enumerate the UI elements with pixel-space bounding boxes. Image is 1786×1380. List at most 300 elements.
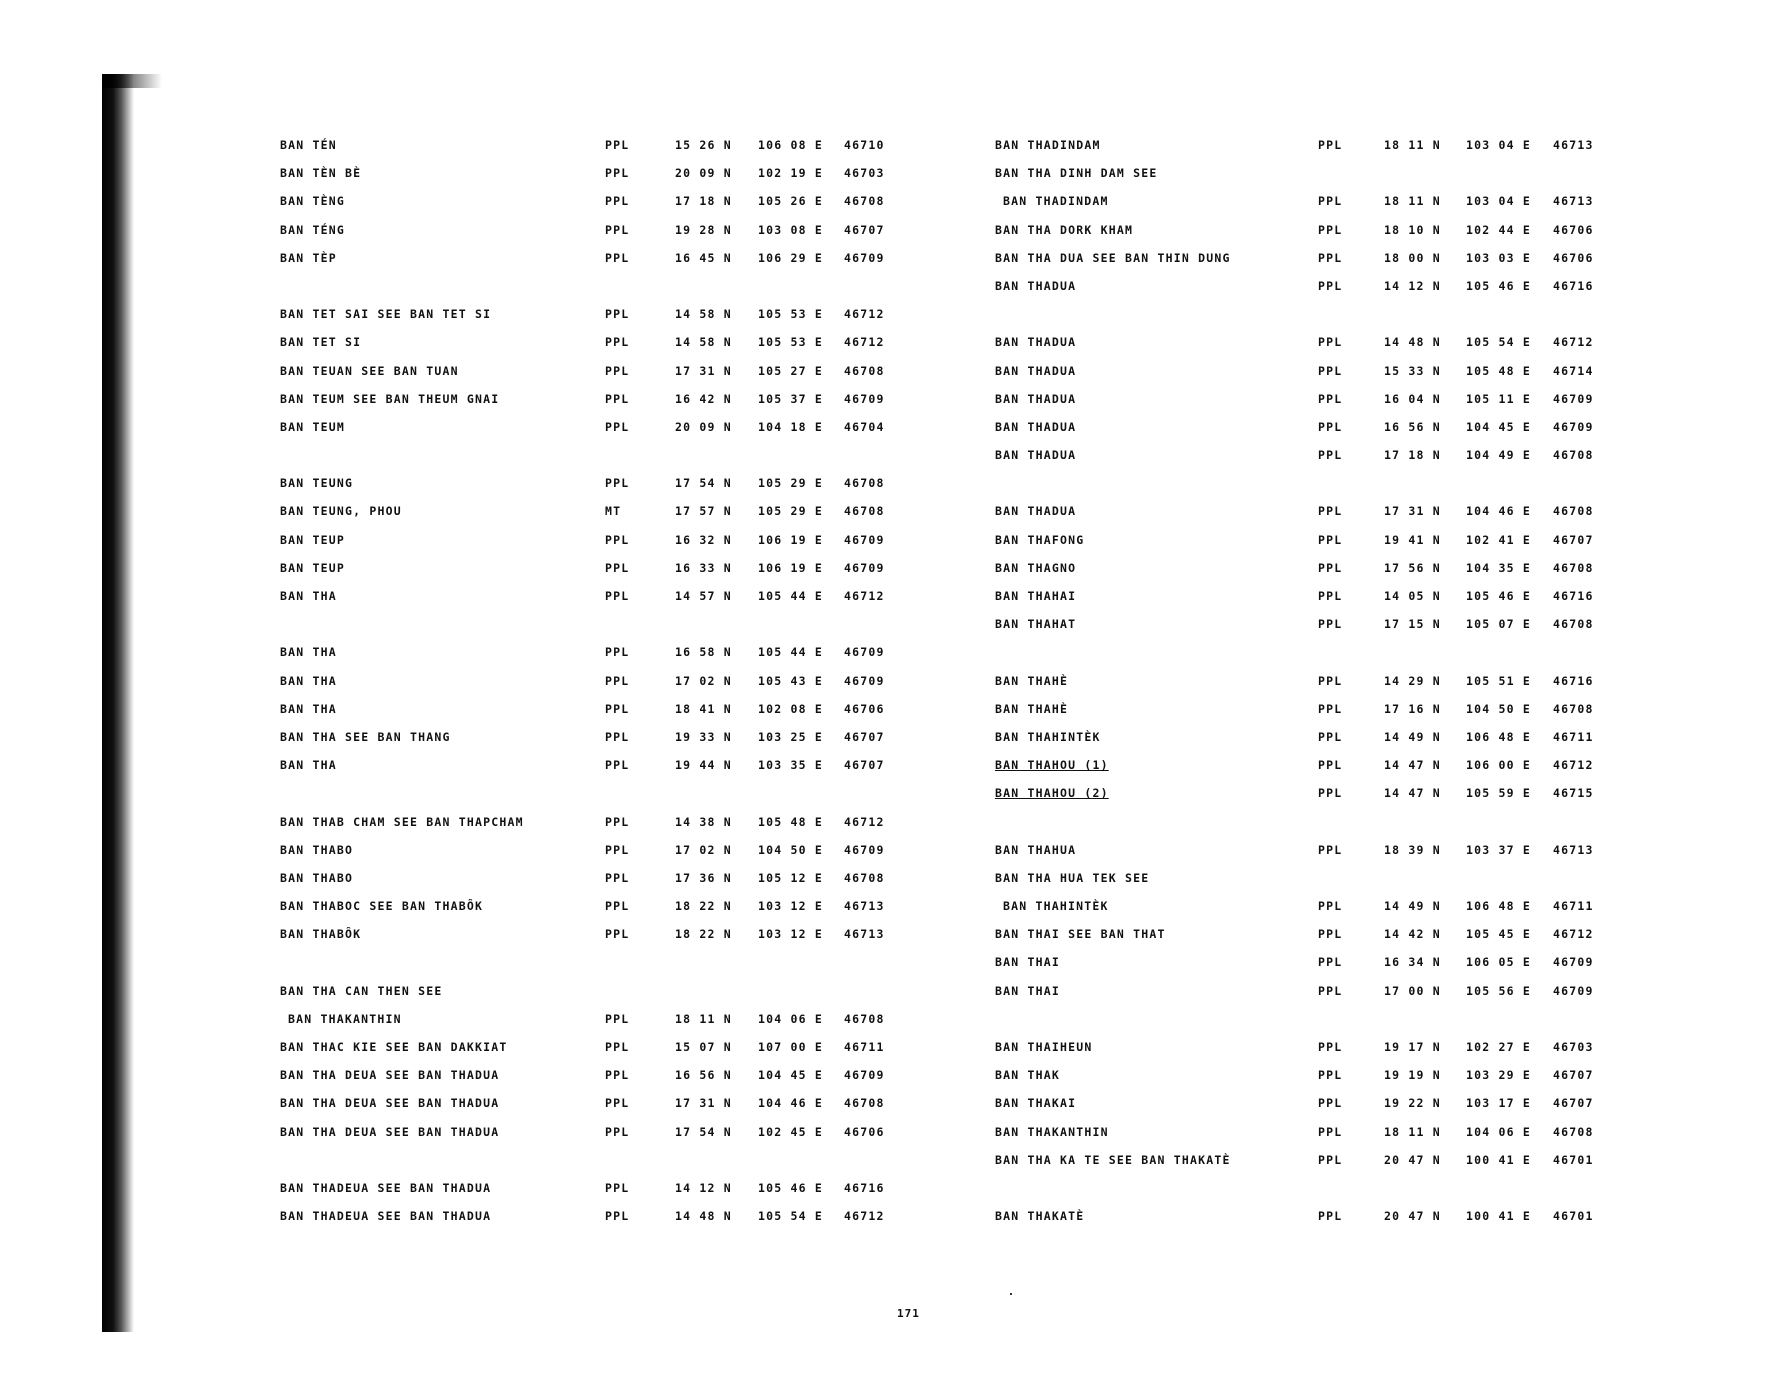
map-sheet: 46713 bbox=[844, 899, 885, 914]
designation: PPL bbox=[1318, 138, 1343, 152]
longitude: 103 35 E bbox=[758, 758, 823, 773]
designation: PPL bbox=[1318, 786, 1343, 801]
map-sheet: 46708 bbox=[1553, 448, 1594, 463]
longitude: 104 06 E bbox=[758, 1011, 823, 1026]
latitude: 17 57 N bbox=[675, 504, 732, 519]
longitude: 104 18 E bbox=[758, 419, 823, 434]
designation: PPL bbox=[1318, 701, 1343, 716]
longitude: 105 53 E bbox=[758, 335, 823, 350]
longitude: 106 05 E bbox=[1466, 955, 1531, 970]
latitude: 17 00 N bbox=[1384, 983, 1441, 998]
latitude: 15 07 N bbox=[675, 1040, 732, 1054]
longitude: 105 45 E bbox=[1466, 927, 1531, 942]
place-name: BAN TEUM SEE BAN THEUM GNAI bbox=[280, 391, 500, 406]
place-name: BAN THAKAI bbox=[995, 1096, 1077, 1111]
map-sheet: 46715 bbox=[1553, 786, 1594, 801]
map-sheet: 46701 bbox=[1553, 1209, 1594, 1224]
place-name: BAN THAI bbox=[995, 983, 1060, 998]
latitude: 18 11 N bbox=[1384, 194, 1441, 209]
map-sheet: 46709 bbox=[844, 645, 885, 660]
place-name: BAN THAHÈ bbox=[995, 673, 1069, 688]
latitude: 16 34 N bbox=[1384, 955, 1441, 970]
longitude: 104 35 E bbox=[1466, 560, 1531, 575]
designation: PPL bbox=[605, 166, 630, 181]
place-name: BAN TET SI bbox=[280, 335, 362, 350]
latitude: 15 26 N bbox=[675, 138, 732, 152]
latitude: 16 32 N bbox=[675, 532, 732, 547]
map-sheet: 46709 bbox=[844, 391, 885, 406]
longitude: 105 37 E bbox=[758, 391, 823, 406]
designation: PPL bbox=[605, 560, 630, 575]
place-name: BAN THA bbox=[280, 673, 337, 688]
map-sheet: 46711 bbox=[844, 1040, 885, 1054]
longitude: 104 46 E bbox=[758, 1096, 823, 1111]
place-name: BAN THADUA bbox=[995, 391, 1077, 406]
longitude: 100 41 E bbox=[1466, 1152, 1531, 1167]
latitude: 16 04 N bbox=[1384, 391, 1441, 406]
designation: PPL bbox=[605, 729, 630, 744]
map-sheet: 46707 bbox=[844, 222, 885, 237]
designation: PPL bbox=[605, 701, 630, 716]
designation: PPL bbox=[1318, 927, 1343, 942]
designation: PPL bbox=[1318, 1209, 1343, 1224]
latitude: 20 09 N bbox=[675, 419, 732, 434]
place-name: BAN THAB CHAM SEE BAN THAPCHAM bbox=[280, 814, 524, 829]
designation: PPL bbox=[1318, 335, 1343, 350]
map-sheet: 46714 bbox=[1553, 363, 1594, 378]
place-name: BAN THADEUA SEE BAN THADUA bbox=[280, 1180, 492, 1195]
longitude: 105 46 E bbox=[1466, 278, 1531, 293]
map-sheet: 46708 bbox=[844, 363, 885, 378]
longitude: 102 19 E bbox=[758, 166, 823, 181]
longitude: 105 29 E bbox=[758, 504, 823, 519]
map-sheet: 46708 bbox=[844, 194, 885, 209]
map-sheet: 46708 bbox=[844, 870, 885, 885]
latitude: 17 36 N bbox=[675, 870, 732, 885]
map-sheet: 46706 bbox=[844, 701, 885, 716]
longitude: 105 12 E bbox=[758, 870, 823, 885]
designation: PPL bbox=[1318, 955, 1343, 970]
longitude: 106 29 E bbox=[758, 250, 823, 265]
designation: PPL bbox=[1318, 391, 1343, 406]
longitude: 105 27 E bbox=[758, 363, 823, 378]
map-sheet: 46709 bbox=[844, 842, 885, 857]
map-sheet: 46711 bbox=[1553, 729, 1594, 744]
place-name: BAN THADUA bbox=[995, 419, 1077, 434]
map-sheet: 46712 bbox=[1553, 335, 1594, 350]
map-sheet: 46709 bbox=[844, 673, 885, 688]
place-name: BAN THAHUA bbox=[995, 842, 1077, 857]
designation: PPL bbox=[605, 476, 630, 491]
longitude: 103 12 E bbox=[758, 927, 823, 942]
designation: PPL bbox=[605, 645, 630, 660]
map-sheet: 46701 bbox=[1553, 1152, 1594, 1167]
map-sheet: 46716 bbox=[1553, 673, 1594, 688]
designation: PPL bbox=[605, 842, 630, 857]
place-name: BAN THAHAT bbox=[995, 617, 1077, 632]
longitude: 103 08 E bbox=[758, 222, 823, 237]
longitude: 105 07 E bbox=[1466, 617, 1531, 632]
designation: PPL bbox=[605, 419, 630, 434]
map-sheet: 46709 bbox=[1553, 419, 1594, 434]
map-sheet: 46707 bbox=[1553, 532, 1594, 547]
map-sheet: 46712 bbox=[844, 1209, 885, 1224]
place-name: BAN THAI SEE BAN THAT bbox=[995, 927, 1166, 942]
longitude: 105 56 E bbox=[1466, 983, 1531, 998]
map-sheet: 46709 bbox=[1553, 983, 1594, 998]
designation: PPL bbox=[1318, 758, 1343, 773]
place-name: BAN TÈNG bbox=[280, 194, 345, 209]
designation: PPL bbox=[1318, 250, 1343, 265]
designation: PPL bbox=[1318, 194, 1343, 209]
map-sheet: 46709 bbox=[844, 560, 885, 575]
place-name: BAN THA DORK KHAM bbox=[995, 222, 1134, 237]
place-name: BAN TET SAI SEE BAN TET SI bbox=[280, 307, 492, 322]
latitude: 19 28 N bbox=[675, 222, 732, 237]
longitude: 105 53 E bbox=[758, 307, 823, 322]
latitude: 19 44 N bbox=[675, 758, 732, 773]
designation: PPL bbox=[605, 532, 630, 547]
longitude: 103 17 E bbox=[1466, 1096, 1531, 1111]
designation: PPL bbox=[605, 1209, 630, 1224]
latitude: 20 09 N bbox=[675, 166, 732, 181]
longitude: 105 54 E bbox=[758, 1209, 823, 1224]
designation: PPL bbox=[1318, 1152, 1343, 1167]
place-name: BAN TEUNG, PHOU bbox=[280, 504, 402, 519]
latitude: 18 11 N bbox=[1384, 138, 1441, 152]
place-name: BAN TEUAN SEE BAN TUAN bbox=[280, 363, 459, 378]
place-name: BAN TÉN bbox=[280, 138, 337, 152]
longitude: 105 44 E bbox=[758, 645, 823, 660]
designation: PPL bbox=[605, 1011, 630, 1026]
longitude: 102 08 E bbox=[758, 701, 823, 716]
place-name: BAN TÈP bbox=[280, 250, 337, 265]
longitude: 106 48 E bbox=[1466, 729, 1531, 744]
map-sheet: 46708 bbox=[1553, 504, 1594, 519]
longitude: 106 08 E bbox=[758, 138, 823, 152]
longitude: 102 27 E bbox=[1466, 1040, 1531, 1054]
latitude: 16 58 N bbox=[675, 645, 732, 660]
latitude: 20 47 N bbox=[1384, 1152, 1441, 1167]
map-sheet: 46713 bbox=[1553, 194, 1594, 209]
designation: PPL bbox=[605, 335, 630, 350]
map-sheet: 46709 bbox=[1553, 955, 1594, 970]
map-sheet: 46707 bbox=[844, 758, 885, 773]
latitude: 18 22 N bbox=[675, 899, 732, 914]
place-name: BAN THA bbox=[280, 589, 337, 603]
longitude: 105 26 E bbox=[758, 194, 823, 209]
scan-speck bbox=[1010, 1293, 1012, 1295]
place-name: BAN THAKATÈ bbox=[995, 1209, 1085, 1224]
map-sheet: 46710 bbox=[844, 138, 885, 152]
longitude: 105 46 E bbox=[1466, 589, 1531, 603]
longitude: 104 50 E bbox=[1466, 701, 1531, 716]
map-sheet: 46708 bbox=[1553, 560, 1594, 575]
map-sheet: 46708 bbox=[1553, 701, 1594, 716]
designation: PPL bbox=[1318, 589, 1343, 603]
place-name: BAN THA DEUA SEE BAN THADUA bbox=[280, 1068, 500, 1083]
latitude: 18 11 N bbox=[1384, 1124, 1441, 1139]
latitude: 18 41 N bbox=[675, 701, 732, 716]
place-name: BAN THADINDAM bbox=[995, 138, 1101, 152]
latitude: 14 58 N bbox=[675, 335, 732, 350]
designation: PPL bbox=[605, 927, 630, 942]
map-sheet: 46716 bbox=[1553, 278, 1594, 293]
map-sheet: 46707 bbox=[1553, 1096, 1594, 1111]
map-sheet: 46712 bbox=[844, 335, 885, 350]
longitude: 106 19 E bbox=[758, 532, 823, 547]
place-name: BAN THAKANTHIN bbox=[288, 1011, 402, 1026]
latitude: 16 33 N bbox=[675, 560, 732, 575]
place-name: BAN TEUM bbox=[280, 419, 345, 434]
place-name: BAN THADUA bbox=[995, 335, 1077, 350]
designation: PPL bbox=[1318, 899, 1343, 914]
map-sheet: 46712 bbox=[844, 814, 885, 829]
designation: PPL bbox=[605, 673, 630, 688]
latitude: 20 47 N bbox=[1384, 1209, 1441, 1224]
latitude: 17 56 N bbox=[1384, 560, 1441, 575]
map-sheet: 46709 bbox=[844, 250, 885, 265]
place-name: BAN THA HUA TEK SEE bbox=[995, 870, 1150, 885]
map-sheet: 46711 bbox=[1553, 899, 1594, 914]
designation: PPL bbox=[605, 222, 630, 237]
map-sheet: 46708 bbox=[844, 1011, 885, 1026]
map-sheet: 46708 bbox=[844, 1096, 885, 1111]
longitude: 103 37 E bbox=[1466, 842, 1531, 857]
place-name: BAN THAK bbox=[995, 1068, 1060, 1083]
longitude: 105 11 E bbox=[1466, 391, 1531, 406]
place-name: BAN THADUA bbox=[995, 504, 1077, 519]
latitude: 18 10 N bbox=[1384, 222, 1441, 237]
map-sheet: 46716 bbox=[844, 1180, 885, 1195]
latitude: 14 29 N bbox=[1384, 673, 1441, 688]
map-sheet: 46712 bbox=[844, 589, 885, 603]
designation: PPL bbox=[1318, 1096, 1343, 1111]
map-sheet: 46712 bbox=[844, 307, 885, 322]
map-sheet: 46708 bbox=[1553, 1124, 1594, 1139]
latitude: 18 22 N bbox=[675, 927, 732, 942]
map-sheet: 46708 bbox=[1553, 617, 1594, 632]
designation: PPL bbox=[605, 1040, 630, 1054]
latitude: 17 16 N bbox=[1384, 701, 1441, 716]
designation: PPL bbox=[605, 138, 630, 152]
map-sheet: 46713 bbox=[1553, 138, 1594, 152]
place-name: BAN THA DEUA SEE BAN THADUA bbox=[280, 1124, 500, 1139]
latitude: 17 15 N bbox=[1384, 617, 1441, 632]
longitude: 105 54 E bbox=[1466, 335, 1531, 350]
place-name: BAN THABÔK bbox=[280, 927, 362, 942]
place-name: BAN TEUP bbox=[280, 532, 345, 547]
place-name: BAN THA DEUA SEE BAN THADUA bbox=[280, 1096, 500, 1111]
map-sheet: 46707 bbox=[1553, 1068, 1594, 1083]
designation: PPL bbox=[605, 1124, 630, 1139]
place-name: BAN THAI bbox=[995, 955, 1060, 970]
map-sheet: 46708 bbox=[844, 504, 885, 519]
latitude: 17 18 N bbox=[675, 194, 732, 209]
latitude: 17 02 N bbox=[675, 842, 732, 857]
designation: PPL bbox=[1318, 1068, 1343, 1083]
designation: PPL bbox=[605, 194, 630, 209]
latitude: 17 54 N bbox=[675, 1124, 732, 1139]
latitude: 18 39 N bbox=[1384, 842, 1441, 857]
designation: PPL bbox=[1318, 617, 1343, 632]
latitude: 18 00 N bbox=[1384, 250, 1441, 265]
place-name: BAN THA bbox=[280, 645, 337, 660]
designation: PPL bbox=[1318, 1124, 1343, 1139]
map-sheet: 46708 bbox=[844, 476, 885, 491]
place-name: BAN THA bbox=[280, 701, 337, 716]
designation: PPL bbox=[605, 391, 630, 406]
longitude: 104 45 E bbox=[758, 1068, 823, 1083]
designation: PPL bbox=[1318, 278, 1343, 293]
place-name: BAN THAHÈ bbox=[995, 701, 1069, 716]
latitude: 18 11 N bbox=[675, 1011, 732, 1026]
place-name: BAN THA SEE BAN THANG bbox=[280, 729, 451, 744]
place-name: BAN THAHINTÈK bbox=[1003, 899, 1109, 914]
map-sheet: 46703 bbox=[1553, 1040, 1594, 1054]
longitude: 103 29 E bbox=[1466, 1068, 1531, 1083]
longitude: 104 46 E bbox=[1466, 504, 1531, 519]
latitude: 19 17 N bbox=[1384, 1040, 1441, 1054]
place-name: BAN THAHINTÈK bbox=[995, 729, 1101, 744]
place-name: BAN THA KA TE SEE BAN THAKATÈ bbox=[995, 1152, 1231, 1167]
longitude: 102 44 E bbox=[1466, 222, 1531, 237]
designation: PPL bbox=[1318, 560, 1343, 575]
longitude: 103 03 E bbox=[1466, 250, 1531, 265]
place-name: BAN TÉNG bbox=[280, 222, 345, 237]
latitude: 19 33 N bbox=[675, 729, 732, 744]
designation: PPL bbox=[605, 1180, 630, 1195]
map-sheet: 46709 bbox=[844, 1068, 885, 1083]
designation: PPL bbox=[605, 870, 630, 885]
latitude: 14 57 N bbox=[675, 589, 732, 603]
longitude: 102 41 E bbox=[1466, 532, 1531, 547]
designation: PPL bbox=[605, 1096, 630, 1111]
latitude: 14 47 N bbox=[1384, 786, 1441, 801]
place-name: BAN THABO bbox=[280, 870, 354, 885]
longitude: 105 46 E bbox=[758, 1180, 823, 1195]
latitude: 19 22 N bbox=[1384, 1096, 1441, 1111]
longitude: 106 19 E bbox=[758, 560, 823, 575]
designation: PPL bbox=[1318, 419, 1343, 434]
designation: PPL bbox=[605, 589, 630, 603]
latitude: 14 47 N bbox=[1384, 758, 1441, 773]
latitude: 17 31 N bbox=[675, 363, 732, 378]
longitude: 103 04 E bbox=[1466, 138, 1531, 152]
latitude: 16 56 N bbox=[1384, 419, 1441, 434]
latitude: 14 48 N bbox=[1384, 335, 1441, 350]
place-name: BAN THA bbox=[280, 758, 337, 773]
latitude: 16 56 N bbox=[675, 1068, 732, 1083]
designation: PPL bbox=[1318, 532, 1343, 547]
designation: MT bbox=[605, 504, 622, 519]
page-number: 171 bbox=[897, 1307, 920, 1320]
place-name: BAN THADUA bbox=[995, 278, 1077, 293]
longitude: 104 45 E bbox=[1466, 419, 1531, 434]
map-sheet: 46713 bbox=[844, 927, 885, 942]
place-name: BAN THAC KIE SEE BAN DAKKIAT bbox=[280, 1040, 508, 1054]
latitude: 17 31 N bbox=[675, 1096, 732, 1111]
designation: PPL bbox=[605, 758, 630, 773]
map-sheet: 46706 bbox=[844, 1124, 885, 1139]
designation: PPL bbox=[1318, 1040, 1343, 1054]
latitude: 19 41 N bbox=[1384, 532, 1441, 547]
longitude: 105 48 E bbox=[1466, 363, 1531, 378]
designation: PPL bbox=[1318, 673, 1343, 688]
designation: PPL bbox=[605, 899, 630, 914]
latitude: 14 49 N bbox=[1384, 729, 1441, 744]
map-sheet: 46703 bbox=[844, 166, 885, 181]
place-name: BAN THAFONG bbox=[995, 532, 1085, 547]
longitude: 106 00 E bbox=[1466, 758, 1531, 773]
place-name: BAN THADEUA SEE BAN THADUA bbox=[280, 1209, 492, 1224]
designation: PPL bbox=[605, 363, 630, 378]
place-name: BAN TÈN BÈ bbox=[280, 166, 362, 181]
map-sheet: 46706 bbox=[1553, 250, 1594, 265]
designation: PPL bbox=[605, 250, 630, 265]
designation: PPL bbox=[1318, 729, 1343, 744]
scan-shadow-edge bbox=[102, 74, 134, 1332]
place-name: BAN THAKANTHIN bbox=[995, 1124, 1109, 1139]
place-name: BAN THADUA bbox=[995, 363, 1077, 378]
place-name: BAN THADUA bbox=[995, 448, 1077, 463]
latitude: 14 12 N bbox=[675, 1180, 732, 1195]
longitude: 107 00 E bbox=[758, 1040, 823, 1054]
place-name: BAN THA CAN THEN SEE bbox=[280, 983, 443, 998]
longitude: 104 49 E bbox=[1466, 448, 1531, 463]
map-sheet: 46713 bbox=[1553, 842, 1594, 857]
longitude: 105 48 E bbox=[758, 814, 823, 829]
place-name: BAN THABO bbox=[280, 842, 354, 857]
latitude: 14 05 N bbox=[1384, 589, 1441, 603]
latitude: 19 19 N bbox=[1384, 1068, 1441, 1083]
place-name: BAN TEUNG bbox=[280, 476, 354, 491]
place-name: BAN THADINDAM bbox=[1003, 194, 1109, 209]
designation: PPL bbox=[605, 307, 630, 322]
longitude: 105 51 E bbox=[1466, 673, 1531, 688]
designation: PPL bbox=[1318, 504, 1343, 519]
place-name: BAN THA DUA SEE BAN THIN DUNG bbox=[995, 250, 1231, 265]
map-sheet: 46709 bbox=[844, 532, 885, 547]
longitude: 103 12 E bbox=[758, 899, 823, 914]
latitude: 16 42 N bbox=[675, 391, 732, 406]
latitude: 14 49 N bbox=[1384, 899, 1441, 914]
place-name: BAN THABOC SEE BAN THABÔK bbox=[280, 899, 484, 914]
designation: PPL bbox=[1318, 448, 1343, 463]
designation: PPL bbox=[605, 1068, 630, 1083]
latitude: 17 54 N bbox=[675, 476, 732, 491]
latitude: 15 33 N bbox=[1384, 363, 1441, 378]
latitude: 17 02 N bbox=[675, 673, 732, 688]
longitude: 105 43 E bbox=[758, 673, 823, 688]
latitude: 14 42 N bbox=[1384, 927, 1441, 942]
designation: PPL bbox=[1318, 983, 1343, 998]
map-sheet: 46712 bbox=[1553, 758, 1594, 773]
place-name: BAN THAHAI bbox=[995, 589, 1077, 603]
latitude: 17 18 N bbox=[1384, 448, 1441, 463]
place-name: BAN THA DINH DAM SEE bbox=[995, 166, 1158, 181]
map-sheet: 46704 bbox=[844, 419, 885, 434]
longitude: 105 44 E bbox=[758, 589, 823, 603]
map-sheet: 46706 bbox=[1553, 222, 1594, 237]
latitude: 17 31 N bbox=[1384, 504, 1441, 519]
latitude: 14 12 N bbox=[1384, 278, 1441, 293]
longitude: 102 45 E bbox=[758, 1124, 823, 1139]
designation: PPL bbox=[1318, 222, 1343, 237]
longitude: 103 25 E bbox=[758, 729, 823, 744]
place-name: BAN THAIHEUN bbox=[995, 1040, 1093, 1054]
designation: PPL bbox=[605, 814, 630, 829]
